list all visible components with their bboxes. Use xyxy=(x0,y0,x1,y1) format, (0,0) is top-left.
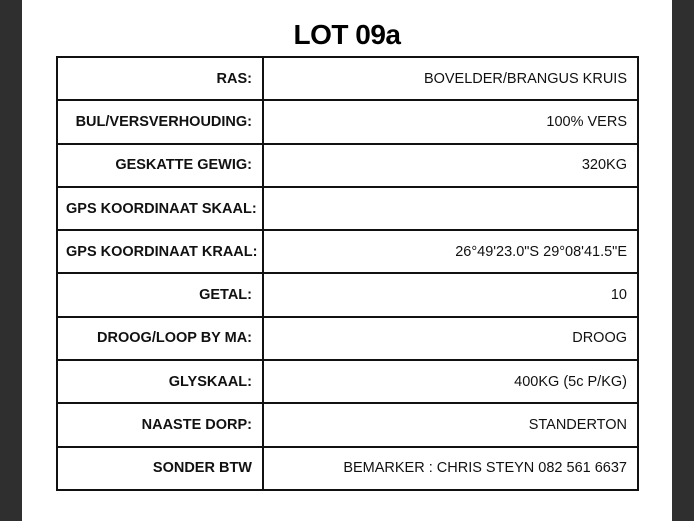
table-row-getal xyxy=(57,273,638,316)
row-value: 100% VERS xyxy=(263,100,638,143)
lot-title: LOT 09a xyxy=(293,19,401,50)
table-row-geskatte-gewig xyxy=(57,144,638,187)
table-row-sonder-btw xyxy=(57,447,638,490)
row-label: GETAL: xyxy=(57,273,263,316)
table-row-glyskaal xyxy=(57,360,638,403)
row-label: BUL/VERSVERHOUDING: xyxy=(57,100,263,143)
document-page xyxy=(22,0,672,521)
row-label: GLYSKAAL: xyxy=(57,360,263,403)
row-value xyxy=(263,187,638,230)
row-value: 26°49'23.0"S 29°08'41.5"E xyxy=(263,230,638,273)
row-value: STANDERTON xyxy=(263,403,638,446)
table-row-droog-loop xyxy=(57,317,638,360)
row-value: 400KG (5c P/KG) xyxy=(263,360,638,403)
table-row-naaste-dorp xyxy=(57,403,638,446)
row-label: GPS KOORDINAAT SKAAL: xyxy=(57,187,263,230)
row-label: GESKATTE GEWIG: xyxy=(57,144,263,187)
row-label: NAASTE DORP: xyxy=(57,403,263,446)
table-row-gps-skaal xyxy=(57,187,638,230)
row-label: DROOG/LOOP BY MA: xyxy=(57,317,263,360)
row-value: BOVELDER/BRANGUS KRUIS xyxy=(263,57,638,100)
table-row-gps-kraal xyxy=(57,230,638,273)
table-row-bul-versverhouding xyxy=(57,100,638,143)
row-label: SONDER BTW xyxy=(57,447,263,490)
table-row-ras xyxy=(57,57,638,100)
row-value: BEMARKER : CHRIS STEYN 082 561 6637 xyxy=(263,447,638,490)
row-value: 320KG xyxy=(263,144,638,187)
row-label: RAS: xyxy=(57,57,263,100)
row-label: GPS KOORDINAAT KRAAL: xyxy=(57,230,263,273)
row-value: 10 xyxy=(263,273,638,316)
row-value: DROOG xyxy=(263,317,638,360)
lot-details-table xyxy=(56,56,639,491)
